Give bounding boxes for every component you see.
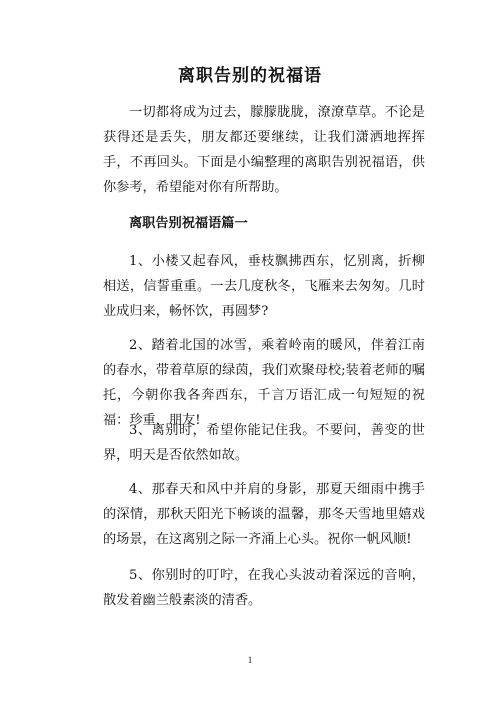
list-item: 1、小楼又起春风，垂枝飘拂西东，忆别离，折柳相送，信誓重重。一去几度秋冬，飞雁来去匆匆。几时业成归来，畅怀饮，再圆梦? <box>103 254 425 319</box>
list-item: 2、踏着北国的冰雪，乘着岭南的暖风，伴着江南的春水，带着草原的绿茵，我们欢聚母校;装着老师的嘱托，今朝你我各奔西东，千言万语汇成一句短短的祝福：珍重，朋友! <box>103 338 425 428</box>
page-number: 1 <box>247 655 253 665</box>
intro-paragraph: 一切都将成为过去，朦朦胧胧，潦潦草草。不论是获得还是丢失，朋友都还要继续，让我们潇洒地挥挥手，不再回头。下面是小编整理的离职告别祝福语，供你参考，希望能对你有所帮助。 <box>103 105 425 195</box>
list-item: 3、离别时，希望你能记住我。不要问，善变的世界，明天是否依然如故。 <box>103 423 425 463</box>
section-heading: 离职告别祝福语篇一 <box>129 216 248 231</box>
list-item: 4、那春天和风中并肩的身影，那夏天细雨中携手的深情，那秋天阳光下畅谈的温馨，那冬天雪地里嬉戏的场景，在这离别之际一齐涌上心头。祝你一帆风顺! <box>103 482 425 547</box>
document-title: 离职告别的祝福语 <box>178 66 322 86</box>
list-item: 5、你别时的叮咛，在我心头波动着深远的音响，散发着幽兰般素淡的清香。 <box>103 568 425 608</box>
